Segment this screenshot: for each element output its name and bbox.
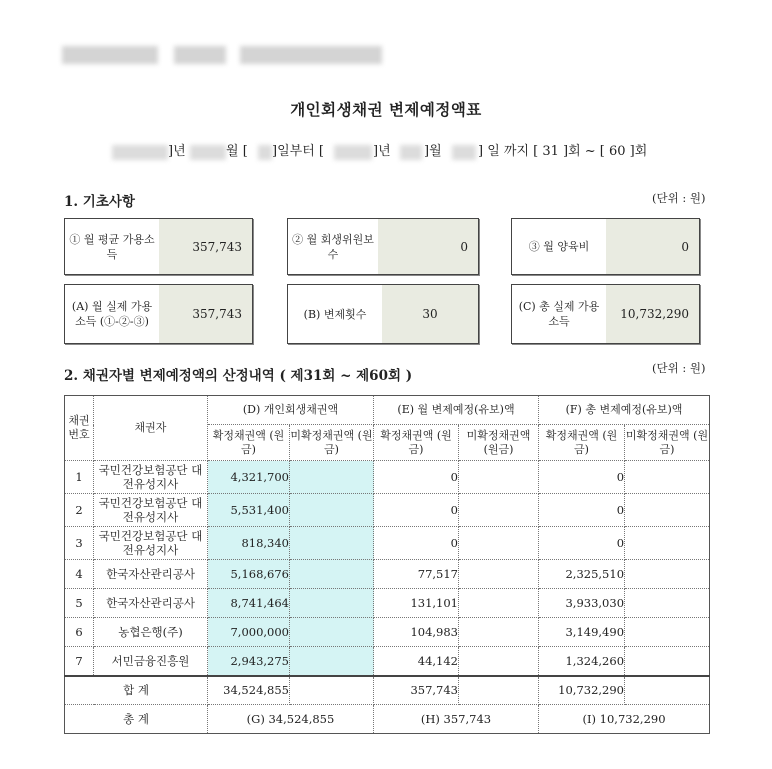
row-d-confirmed: 818,340 xyxy=(208,527,290,560)
row-d-confirmed: 2,943,275 xyxy=(208,647,290,676)
monthly-trustee-fee-box xyxy=(287,218,479,275)
table-row xyxy=(65,461,710,494)
redacted-day-to xyxy=(452,145,476,160)
section1-heading: 1. 기초사항 xyxy=(64,194,135,210)
sum-row xyxy=(65,676,710,705)
row-f-unconfirmed xyxy=(625,589,710,618)
redacted-day-from xyxy=(258,145,272,160)
redacted-year-to xyxy=(334,145,372,160)
row-e-confirmed: 131,101 xyxy=(374,589,459,618)
row-f-confirmed: 3,149,490 xyxy=(539,618,625,647)
header-e-confirmed: 확정채권액 (원금) xyxy=(374,425,459,461)
box-value: 0 xyxy=(606,219,699,274)
row-f-confirmed: 3,933,030 xyxy=(539,589,625,618)
header-creditor-no: 채권 번호 xyxy=(65,396,94,461)
row-d-confirmed: 4,321,700 xyxy=(208,461,290,494)
row-f-unconfirmed xyxy=(625,618,710,647)
page-title: 개인회생채권 변제예정액표 xyxy=(290,100,482,119)
creditor-repayment-table xyxy=(64,395,710,734)
row-d-unconfirmed xyxy=(290,647,374,676)
row-f-confirmed: 2,325,510 xyxy=(539,560,625,589)
box-value: 357,743 xyxy=(159,219,252,274)
monthly-actual-income-box xyxy=(64,284,253,344)
sum-e-unconfirmed xyxy=(459,676,539,705)
header-f-unconfirmed: 미확정채권액 (원금) xyxy=(625,425,710,461)
sum-label: 합 계 xyxy=(65,676,208,705)
box-label: (B) 변제횟수 xyxy=(303,307,367,321)
redacted-year-from xyxy=(112,145,168,160)
section2-heading: 2. 채권자별 변제예정액의 산정내역 ( 제31회 ~ 제60회 ) xyxy=(64,368,413,384)
row-creditor: 농협은행(주) xyxy=(94,618,208,647)
header-creditor: 채권자 xyxy=(94,396,208,461)
header-e-unconfirmed: 미확정채권액 (원금) xyxy=(459,425,539,461)
box-value: 0 xyxy=(378,219,478,274)
row-no: 5 xyxy=(65,589,94,618)
row-e-unconfirmed xyxy=(459,647,539,676)
row-f-unconfirmed xyxy=(625,461,710,494)
row-e-unconfirmed xyxy=(459,560,539,589)
row-creditor: 국민건강보험공단 대전유성지사 xyxy=(94,494,208,527)
row-d-confirmed: 5,531,400 xyxy=(208,494,290,527)
section2-unit: (단위 : 원) xyxy=(652,361,706,375)
redacted-month-from xyxy=(190,145,226,160)
row-d-unconfirmed xyxy=(290,589,374,618)
period-month-label-2: ]월 xyxy=(424,144,442,159)
box-label: (A) 월 실제 가용소득 (①-②-③) xyxy=(71,300,153,328)
row-d-unconfirmed xyxy=(290,494,374,527)
total-g: (G) 34,524,855 xyxy=(208,705,374,734)
box-label: ③ 월 양육비 xyxy=(528,240,590,253)
row-e-unconfirmed xyxy=(459,527,539,560)
row-creditor: 한국자산관리공사 xyxy=(94,589,208,618)
row-f-unconfirmed xyxy=(625,647,710,676)
row-e-unconfirmed xyxy=(459,494,539,527)
box-value: 30 xyxy=(382,285,478,343)
redacted-header-1 xyxy=(62,46,158,64)
repayment-count-box xyxy=(287,284,479,344)
box-value: 357,743 xyxy=(159,285,252,343)
row-e-confirmed: 77,517 xyxy=(374,560,459,589)
row-f-unconfirmed xyxy=(625,527,710,560)
row-d-unconfirmed xyxy=(290,461,374,494)
monthly-child-support-box xyxy=(511,218,700,275)
row-no: 2 xyxy=(65,494,94,527)
row-e-confirmed: 104,983 xyxy=(374,618,459,647)
monthly-avg-income-box xyxy=(64,218,253,275)
row-creditor: 한국자산관리공사 xyxy=(94,560,208,589)
row-creditor: 국민건강보험공단 대전유성지사 xyxy=(94,461,208,494)
row-no: 6 xyxy=(65,618,94,647)
total-row xyxy=(65,705,710,734)
box-label: (C) 총 실제 가용소득 xyxy=(518,300,600,328)
row-e-confirmed: 0 xyxy=(374,461,459,494)
sum-d-confirmed: 34,524,855 xyxy=(208,676,290,705)
period-month-label: 월 [ xyxy=(226,144,248,159)
row-d-unconfirmed xyxy=(290,527,374,560)
row-e-unconfirmed xyxy=(459,461,539,494)
table-row xyxy=(65,647,710,676)
row-d-confirmed: 8,741,464 xyxy=(208,589,290,618)
row-no: 7 xyxy=(65,647,94,676)
table-row xyxy=(65,527,710,560)
row-d-confirmed: 5,168,676 xyxy=(208,560,290,589)
box-label: ② 월 회생위원보수 xyxy=(292,232,374,261)
section1-unit: (단위 : 원) xyxy=(652,191,706,205)
box-label: ① 월 평균 가용소득 xyxy=(69,232,155,261)
row-creditor: 국민건강보험공단 대전유성지사 xyxy=(94,527,208,560)
redacted-header-3 xyxy=(240,46,382,64)
header-f-confirmed: 확정채권액 (원금) xyxy=(539,425,625,461)
row-f-confirmed: 1,324,260 xyxy=(539,647,625,676)
row-creditor: 서민금융진흥원 xyxy=(94,647,208,676)
header-d-unconfirmed: 미확정채권액 (원금) xyxy=(290,425,374,461)
period-year-label-2: ]년 xyxy=(373,144,391,159)
row-e-unconfirmed xyxy=(459,618,539,647)
header-e: (E) 월 변제예정(유보)액 xyxy=(374,396,539,425)
sum-d-unconfirmed xyxy=(290,676,374,705)
row-no: 1 xyxy=(65,461,94,494)
sum-f-unconfirmed xyxy=(625,676,710,705)
row-e-confirmed: 44,142 xyxy=(374,647,459,676)
row-f-confirmed: 0 xyxy=(539,494,625,527)
total-label: 총 계 xyxy=(65,705,208,734)
row-f-unconfirmed xyxy=(625,560,710,589)
total-i: (I) 10,732,290 xyxy=(539,705,710,734)
row-f-confirmed: 0 xyxy=(539,461,625,494)
table-row xyxy=(65,589,710,618)
header-d-confirmed: 확정채권액 (원금) xyxy=(208,425,290,461)
total-h: (H) 357,743 xyxy=(374,705,539,734)
redacted-header-2 xyxy=(174,46,226,64)
sum-f-confirmed: 10,732,290 xyxy=(539,676,625,705)
row-d-unconfirmed xyxy=(290,618,374,647)
row-d-confirmed: 7,000,000 xyxy=(208,618,290,647)
row-e-confirmed: 0 xyxy=(374,494,459,527)
row-f-unconfirmed xyxy=(625,494,710,527)
row-no: 3 xyxy=(65,527,94,560)
box-value: 10,732,290 xyxy=(606,285,699,343)
period-end-label: ] 일 까지 [ 31 ]회 ~ [ 60 ]회 xyxy=(478,144,648,159)
row-e-unconfirmed xyxy=(459,589,539,618)
table-row xyxy=(65,494,710,527)
row-f-confirmed: 0 xyxy=(539,527,625,560)
total-actual-income-box xyxy=(511,284,700,344)
table-row xyxy=(65,618,710,647)
redacted-month-to xyxy=(400,145,422,160)
sum-e-confirmed: 357,743 xyxy=(374,676,459,705)
period-year-label: ]년 xyxy=(168,144,186,159)
period-day-from-label: ]일부터 [ xyxy=(272,144,324,159)
header-d: (D) 개인회생채권액 xyxy=(208,396,374,425)
row-no: 4 xyxy=(65,560,94,589)
table-row xyxy=(65,560,710,589)
row-e-confirmed: 0 xyxy=(374,527,459,560)
row-d-unconfirmed xyxy=(290,560,374,589)
header-f: (F) 총 변제예정(유보)액 xyxy=(539,396,710,425)
